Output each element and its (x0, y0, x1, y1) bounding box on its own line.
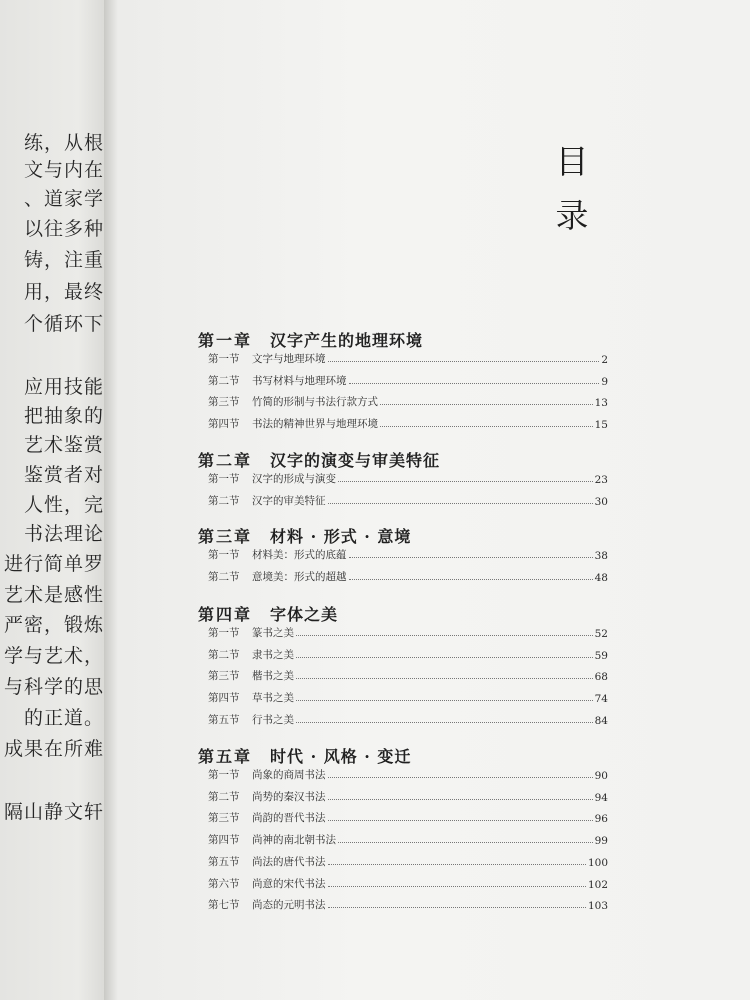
left-text-line: 书法理论 (23, 523, 104, 545)
section-title: 尚意的宋代书法 (252, 877, 326, 890)
left-text-line: 进行简单罗 (3, 553, 104, 575)
section-title: 汉字的形成与演变 (252, 473, 336, 485)
toc-entry (208, 415, 608, 431)
left-page (0, 0, 112, 1000)
toc-entry (208, 766, 608, 782)
dot-leader (380, 403, 593, 405)
dot-leader (328, 798, 593, 800)
toc-entry (208, 568, 608, 584)
section-title: 尚神的南北朝书法 (252, 834, 336, 847)
section-title: 汉字的审美特征 (252, 494, 326, 507)
dot-leader (349, 382, 600, 384)
toc-entry (208, 492, 608, 508)
page-number: 30 (594, 495, 608, 508)
page-number: 90 (594, 770, 608, 782)
toc-entry (208, 831, 608, 847)
toc-entry (208, 667, 608, 683)
toc-page (104, 0, 750, 1000)
left-text-line: 艺术鉴赏 (23, 434, 104, 456)
chapter-number: 第二章 (198, 451, 253, 470)
toc-entry (208, 470, 608, 486)
chapter-number: 第三章 (198, 527, 253, 546)
left-text-line: 鉴赏者对 (23, 464, 104, 486)
toc-entry (208, 646, 608, 662)
dot-leader (380, 425, 593, 427)
left-text-line: 成果在所难 (3, 738, 104, 760)
section-title: 材料美：形式的底蕴 (252, 549, 347, 561)
chapter-number: 第四章 (198, 605, 253, 624)
chapter-number: 第一章 (198, 331, 253, 350)
chapter-title: 时代 · 风格 · 变迁 (270, 747, 412, 766)
section-number: 第二节 (208, 790, 240, 803)
left-text-line: 艺术是感性 (3, 584, 104, 606)
dot-leader (328, 502, 593, 504)
dot-leader (328, 776, 593, 778)
left-text-line: 把抽象的 (23, 405, 104, 427)
section-title: 尚法的唐代书法 (252, 855, 326, 868)
dot-leader (328, 885, 586, 887)
section-number: 第一节 (208, 549, 240, 561)
toc-entry (208, 393, 608, 409)
page-number: 96 (594, 813, 608, 826)
dot-leader (328, 906, 586, 908)
left-text-line: 与科学的思 (3, 676, 104, 698)
dot-leader (296, 677, 593, 679)
page-number: 99 (594, 835, 608, 848)
left-text-line: 铸，注重 (23, 249, 104, 271)
section-title: 书法的精神世界与地理环境 (252, 418, 378, 431)
section-title: 行书之美 (252, 713, 294, 726)
section-title: 文字与地理环境 (252, 353, 326, 365)
section-number: 第四节 (208, 418, 240, 431)
dot-leader (328, 863, 586, 865)
section-number: 第五节 (208, 855, 240, 868)
section-number: 第二节 (208, 648, 240, 661)
dot-leader (328, 360, 600, 362)
dot-leader (338, 480, 593, 482)
section-title: 意境美：形式的超越 (252, 570, 347, 583)
toc-entry (208, 711, 608, 727)
section-number: 第二节 (208, 374, 240, 387)
section-number: 第一节 (208, 627, 240, 639)
page-number: 2 (601, 354, 608, 366)
page-number: 13 (594, 397, 608, 410)
page-number: 9 (601, 375, 608, 388)
left-text-line: 以往多种 (23, 218, 104, 240)
dot-leader (349, 578, 593, 580)
chapter-heading (198, 328, 423, 351)
section-title: 草书之美 (252, 692, 294, 705)
section-number: 第二节 (208, 570, 240, 583)
chapter-title: 字体之美 (270, 605, 339, 624)
toc-entry (208, 546, 608, 562)
section-number: 第一节 (208, 769, 240, 781)
dot-leader (296, 656, 593, 658)
toc-entry (208, 372, 608, 388)
section-title: 尚势的秦汉书法 (252, 790, 326, 803)
page-number: 74 (594, 693, 608, 706)
chapter-heading (198, 744, 411, 767)
section-number: 第三节 (208, 396, 240, 409)
left-text-line: 的正道。 (23, 707, 104, 729)
dot-leader (296, 699, 593, 701)
chapter-title: 汉字的演变与审美特征 (270, 451, 441, 470)
chapter-heading (198, 524, 411, 547)
toc-entry (208, 624, 608, 640)
section-number: 第四节 (208, 834, 240, 847)
page-number: 23 (594, 474, 608, 486)
left-text-line: 隔山静文轩 (3, 801, 104, 823)
section-number: 第四节 (208, 692, 240, 705)
section-title: 尚态的元明书法 (252, 899, 326, 912)
dot-leader (296, 721, 593, 723)
left-text-line: 文与内在 (23, 159, 104, 181)
section-title: 楷书之美 (252, 670, 294, 683)
toc-entry (208, 809, 608, 825)
page-number: 102 (587, 878, 608, 891)
section-number: 第三节 (208, 670, 240, 683)
page-title: 目录 (555, 142, 589, 235)
left-text-line: 人性，完 (23, 494, 104, 516)
page-number: 38 (594, 550, 608, 562)
section-title: 书写材料与地理环境 (252, 374, 347, 387)
page-number: 100 (587, 856, 608, 869)
toc-entry (208, 788, 608, 804)
section-title: 尚韵的晋代书法 (252, 812, 326, 825)
section-number: 第七节 (208, 899, 240, 912)
page-number: 15 (594, 419, 608, 432)
dot-leader (328, 819, 593, 821)
chapter-heading (198, 448, 440, 471)
chapter-title: 汉字产生的地理环境 (270, 331, 424, 350)
section-title: 隶书之美 (252, 648, 294, 661)
left-text-line: 个循环下 (23, 313, 104, 335)
toc-entry (208, 875, 608, 891)
toc-entry (208, 896, 608, 912)
page-number: 48 (594, 571, 608, 584)
toc-entry (208, 689, 608, 705)
section-number: 第三节 (208, 812, 240, 825)
chapter-heading (198, 602, 338, 625)
section-number: 第一节 (208, 353, 240, 365)
dot-leader (296, 634, 593, 636)
left-text-line: 应用技能 (23, 376, 104, 398)
section-title: 竹简的形制与书法行款方式 (252, 396, 378, 409)
page-number: 68 (594, 671, 608, 684)
left-text-line: 严密，锻炼 (3, 614, 104, 636)
section-number: 第五节 (208, 713, 240, 726)
left-text-line: 练，从根 (23, 132, 104, 154)
page-number: 94 (594, 791, 608, 804)
chapter-title: 材料 · 形式 · 意境 (270, 527, 412, 546)
page-number: 52 (594, 628, 608, 640)
section-number: 第一节 (208, 473, 240, 485)
toc-entry (208, 350, 608, 366)
left-text-line: 学与艺术， (3, 645, 104, 667)
page-number: 59 (594, 649, 608, 662)
dot-leader (349, 556, 593, 558)
chapter-number: 第五章 (198, 747, 253, 766)
toc-entry (208, 853, 608, 869)
left-text-line: 、道家学 (23, 188, 104, 210)
section-number: 第六节 (208, 877, 240, 890)
left-text-line: 用，最终 (23, 281, 104, 303)
section-title: 尚象的商周书法 (252, 769, 326, 781)
dot-leader (338, 841, 593, 843)
page-number: 84 (594, 714, 608, 727)
section-title: 篆书之美 (252, 627, 294, 639)
page-number: 103 (587, 900, 608, 913)
section-number: 第二节 (208, 494, 240, 507)
